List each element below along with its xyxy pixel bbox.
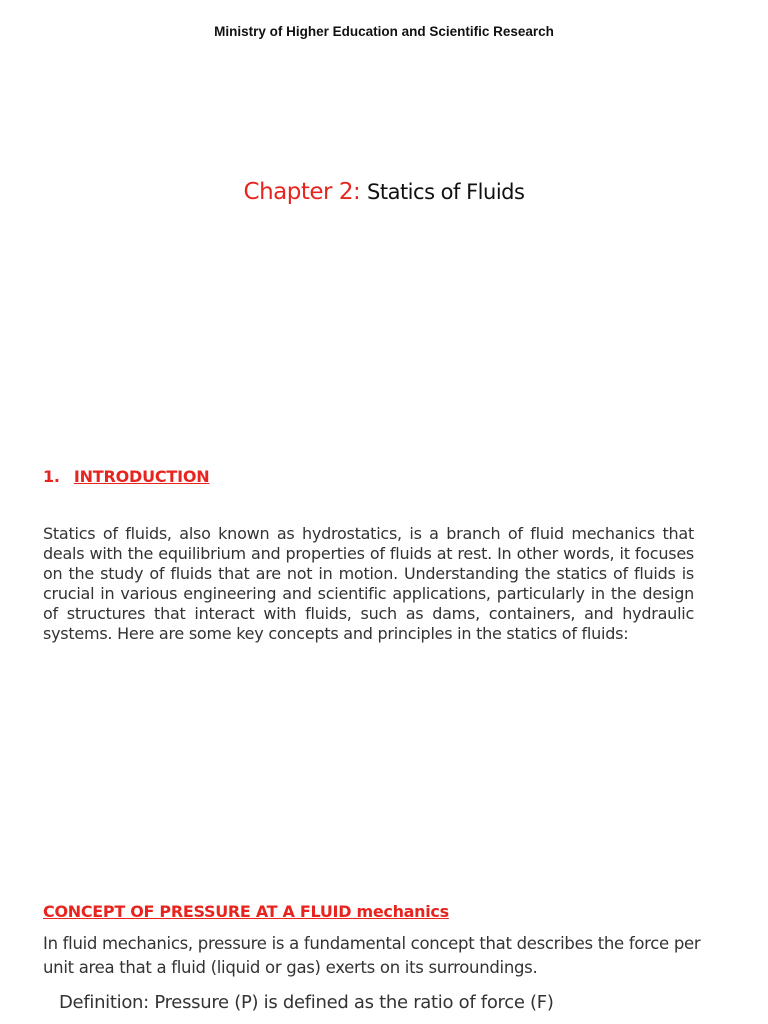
introduction-paragraph: Statics of fluids, also known as hydrostatics, is a branch of fluid mechanics that deals with the equilibrium and properties of fluids at rest. In other words, it focuses on the study of fluids that are not in motion. Understanding the statics of fluids is crucial in various engineering and scientific applications, particularly in the design of structures that interact with fluids, such as dams, containers, and hydraulic systems. Here are some key concepts and principles in the statics of fluids: <box>43 524 694 643</box>
pressure-concept-heading: CONCEPT OF PRESSURE AT A FLUID mechanics <box>43 902 449 921</box>
chapter-name: Statics of Fluids <box>367 180 525 204</box>
chapter-label: Chapter 2: <box>243 179 361 205</box>
introduction-heading <box>43 467 209 486</box>
ministry-header: Ministry of Higher Education and Scientific Research <box>214 24 554 39</box>
chapter-title <box>0 179 768 205</box>
pressure-concept-paragraph: In fluid mechanics, pressure is a fundamental concept that describes the force per unit area that a fluid (liquid or gas) exerts on its surroundings. <box>43 934 701 977</box>
pressure-definition: Definition: Pressure (P) is defined as the ratio of force (F) <box>59 992 554 1013</box>
section-number: 1. <box>43 467 60 486</box>
section-title: INTRODUCTION <box>73 467 210 486</box>
